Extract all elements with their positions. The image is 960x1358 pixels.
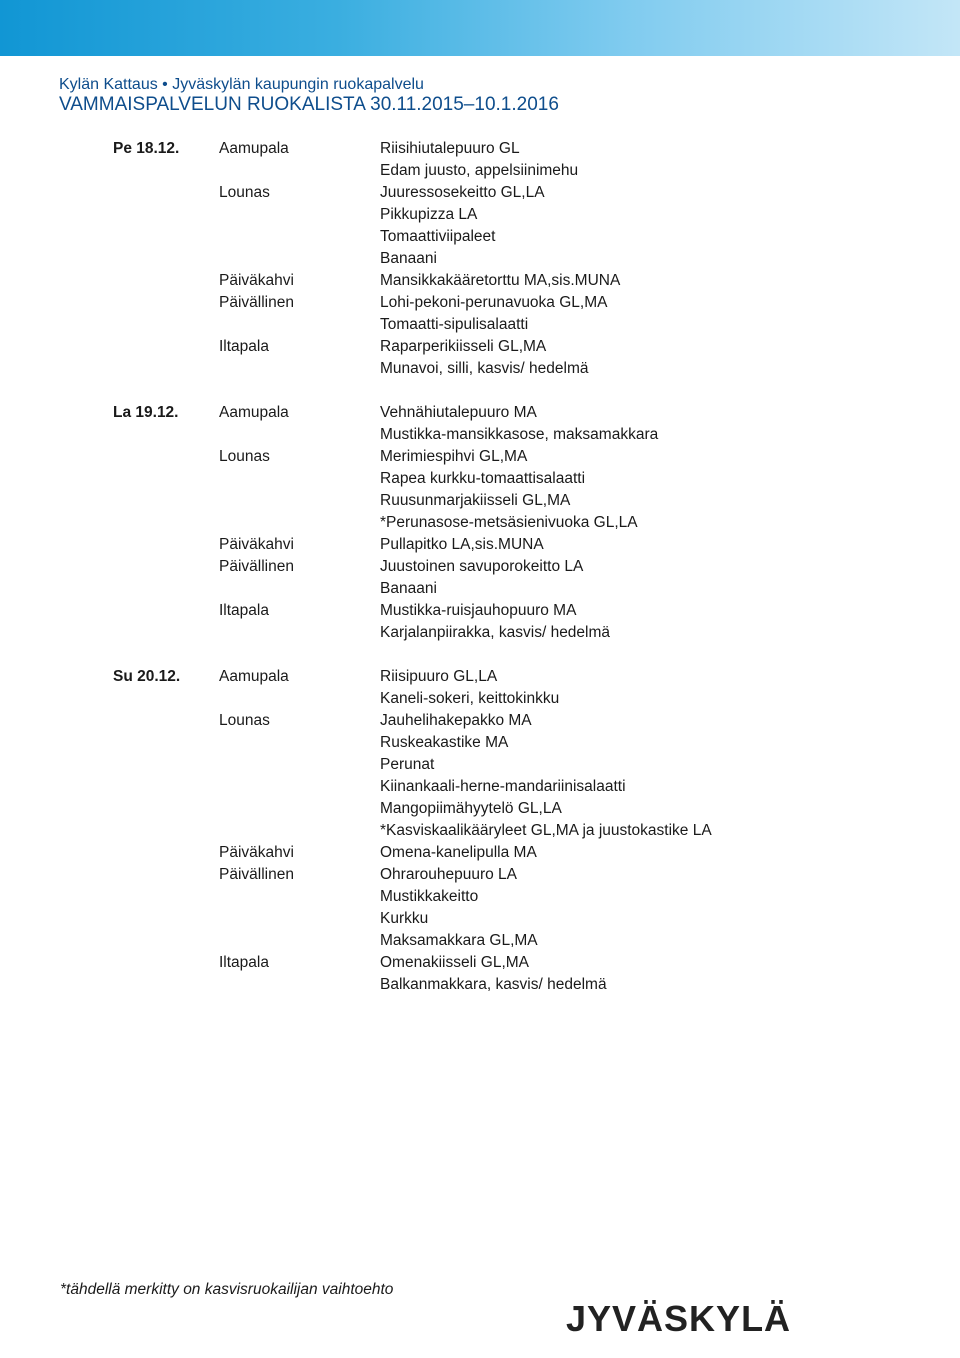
meal-label: Iltapala: [219, 338, 269, 355]
menu-row: [0, 908, 960, 930]
meal-label: Aamupala: [219, 668, 289, 685]
menu-row: [0, 204, 960, 226]
meal-label: Aamupala: [219, 404, 289, 421]
menu-item: Omena-kanelipulla MA: [380, 844, 537, 861]
top-gradient-bar: [0, 0, 960, 56]
menu-row: [0, 930, 960, 952]
menu-item: *Perunasose-metsäsienivuoka GL,LA: [380, 514, 638, 531]
menu-item: Kaneli-sokeri, keittokinkku: [380, 690, 560, 707]
meal-label: Aamupala: [219, 140, 289, 157]
menu-item: Omenakiisseli GL,MA: [380, 954, 530, 971]
menu-item: Kurkku: [380, 910, 429, 927]
menu-row: [0, 732, 960, 754]
menu-item: Vehnähiutalepuuro MA: [380, 404, 537, 421]
menu-item: Tomaattiviipaleet: [380, 228, 496, 245]
menu-item: Mustikka-mansikkasose, maksamakkara: [380, 426, 659, 443]
menu-item: Mustikkakeitto: [380, 888, 479, 905]
footnote: *tähdellä merkitty on kasvisruokailijan vaihtoehto: [60, 1281, 394, 1298]
menu-item: Jauhelihakepakko MA: [380, 712, 532, 729]
menu-item: Pikkupizza LA: [380, 206, 478, 223]
menu-item: Juustoinen savuporokeitto LA: [380, 558, 584, 575]
menu-item: Balkanmakkara, kasvis/ hedelmä: [380, 976, 607, 993]
meal-label: Lounas: [219, 712, 270, 729]
menu-item: Raparperikiisseli GL,MA: [380, 338, 547, 355]
menu-item: Pullapitko LA,sis.MUNA: [380, 536, 544, 553]
day-spacer: [0, 644, 960, 666]
menu-row: [0, 160, 960, 182]
menu-item: Ruusunmarjakiisseli GL,MA: [380, 492, 571, 509]
menu-row: [0, 512, 960, 534]
menu-row: [0, 226, 960, 248]
logo-text: JYVÄSKYLÄ: [566, 1298, 792, 1339]
menu-row: [0, 314, 960, 336]
menu-row: [0, 754, 960, 776]
page-header: [59, 76, 559, 116]
meal-label: Päivällinen: [219, 294, 294, 311]
menu-row: [0, 468, 960, 490]
day-spacer: [0, 380, 960, 402]
meal-label: Päiväkahvi: [219, 844, 294, 861]
meal-label: Päivällinen: [219, 866, 294, 883]
menu-item: Karjalanpiirakka, kasvis/ hedelmä: [380, 624, 611, 641]
menu-item: *Kasviskaalikääryleet GL,MA ja juustokastike LA: [380, 822, 712, 839]
menu-row: [0, 688, 960, 710]
menu-day: [0, 402, 960, 644]
menu-row: [0, 776, 960, 798]
meal-label: Lounas: [219, 448, 270, 465]
menu-row: [0, 182, 960, 204]
menu-item: Mangopiimähyytelö GL,LA: [380, 800, 562, 817]
header-subtitle: Kylän Kattaus • Jyväskylän kaupungin ruokapalvelu: [59, 76, 424, 93]
day-label: Pe 18.12.: [113, 140, 180, 157]
menu-row: [0, 336, 960, 358]
menu-row: [0, 270, 960, 292]
menu-row: [0, 842, 960, 864]
menu-item: Perunat: [380, 756, 435, 773]
menu-item: Maksamakkara GL,MA: [380, 932, 538, 949]
menu-row: [0, 358, 960, 380]
menu-item: Ruskeakastike MA: [380, 734, 509, 751]
header-title: VAMMAISPALVELUN RUOKALISTA 30.11.2015–10.1.2016: [59, 94, 559, 115]
menu-item: Mansikkakääretorttu MA,sis.MUNA: [380, 272, 621, 289]
meal-label: Iltapala: [219, 954, 269, 971]
menu-row: [0, 292, 960, 314]
menu-item: Edam juusto, appelsiinimehu: [380, 162, 579, 179]
day-label: Su 20.12.: [113, 668, 181, 685]
menu-item: Riisipuuro GL,LA: [380, 668, 498, 685]
menu-item: Banaani: [380, 250, 437, 267]
menu-day: [0, 138, 960, 380]
meal-label: Iltapala: [219, 602, 269, 619]
menu-item: Banaani: [380, 580, 437, 597]
menu-row: [0, 578, 960, 600]
menu-day: [0, 666, 960, 996]
menu-row: [0, 248, 960, 270]
menu-row: [0, 424, 960, 446]
menu-item: Lohi-pekoni-perunavuoka GL,MA: [380, 294, 608, 311]
menu-row: [0, 402, 960, 424]
menu-list: [0, 138, 960, 996]
menu-item: Ohrarouhepuuro LA: [380, 866, 518, 883]
menu-row: [0, 886, 960, 908]
menu-item: Merimiespihvi GL,MA: [380, 448, 528, 465]
menu-row: [0, 490, 960, 512]
menu-row: [0, 138, 960, 160]
menu-item: Mustikka-ruisjauhopuuro MA: [380, 602, 577, 619]
menu-item: Juuressosekeitto GL,LA: [380, 184, 545, 201]
meal-label: Päiväkahvi: [219, 272, 294, 289]
day-label: La 19.12.: [113, 404, 179, 421]
menu-row: [0, 600, 960, 622]
menu-row: [0, 622, 960, 644]
meal-label: Päiväkahvi: [219, 536, 294, 553]
menu-row: [0, 446, 960, 468]
meal-label: Lounas: [219, 184, 270, 201]
menu-item: Tomaatti-sipulisalaatti: [380, 316, 529, 333]
menu-row: [0, 534, 960, 556]
meal-label: Päivällinen: [219, 558, 294, 575]
jyvaskyla-logo: [566, 1299, 794, 1339]
menu-item: Kiinankaali-herne-mandariinisalaatti: [380, 778, 626, 795]
menu-row: [0, 952, 960, 974]
menu-row: [0, 710, 960, 732]
menu-row: [0, 820, 960, 842]
menu-item: Riisihiutalepuuro GL: [380, 140, 520, 157]
menu-row: [0, 798, 960, 820]
menu-row: [0, 556, 960, 578]
menu-row: [0, 864, 960, 886]
menu-row: [0, 974, 960, 996]
menu-item: Rapea kurkku-tomaattisalaatti: [380, 470, 586, 487]
menu-item: Munavoi, silli, kasvis/ hedelmä: [380, 360, 589, 377]
menu-row: [0, 666, 960, 688]
